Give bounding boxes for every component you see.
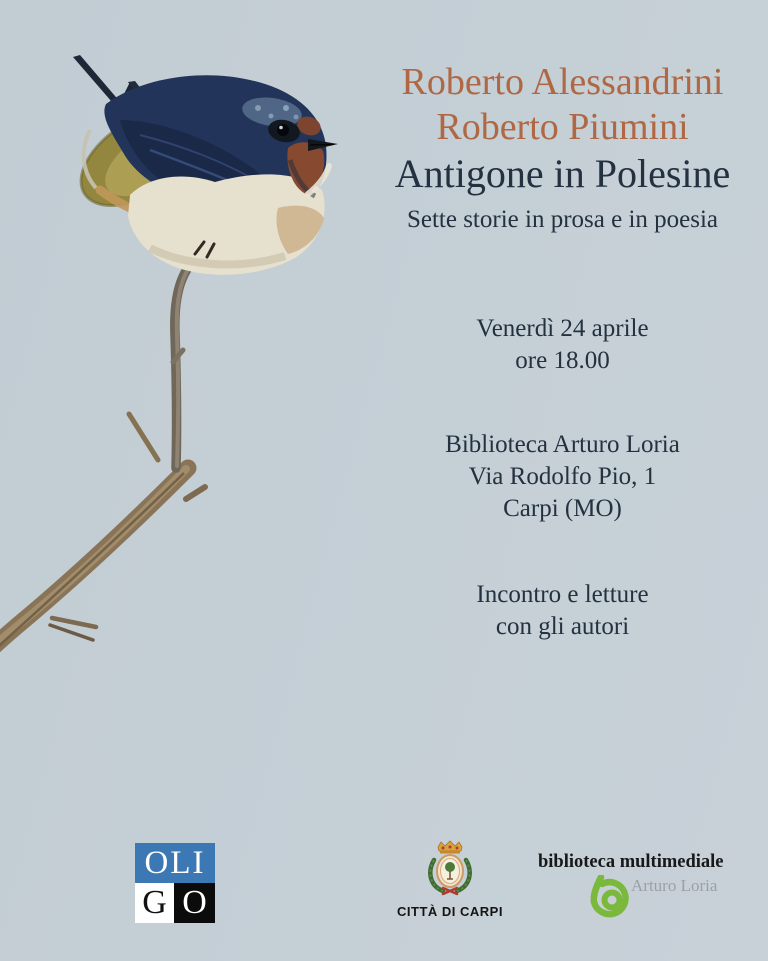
swallow-photo bbox=[0, 0, 360, 700]
citta-di-carpi-logo bbox=[392, 838, 508, 919]
event-description-line1: Incontro e letture bbox=[476, 581, 649, 608]
event-date: Venerdì 24 aprile bbox=[476, 315, 649, 342]
oligo-top-letters: OLI bbox=[135, 843, 215, 883]
date-block bbox=[370, 313, 755, 377]
carpi-crest-icon bbox=[421, 838, 479, 896]
biblioteca-b-icon bbox=[588, 875, 630, 919]
oligo-publisher-logo bbox=[135, 843, 215, 923]
event-time: ore 18.00 bbox=[515, 347, 610, 374]
biblioteca-name: biblioteca multimediale bbox=[538, 852, 724, 872]
event-description-line2: con gli autori bbox=[495, 613, 630, 640]
book-subtitle: Sette storie in prosa e in poesia bbox=[406, 206, 719, 233]
oligo-letter-o: O bbox=[174, 883, 215, 923]
description-block bbox=[370, 579, 755, 643]
author-name-1: Roberto Alessandrini bbox=[401, 61, 724, 103]
oligo-letter-g: G bbox=[135, 883, 174, 923]
venue-name: Biblioteca Arturo Loria bbox=[445, 431, 680, 458]
biblioteca-subname: Arturo Loria bbox=[631, 876, 718, 895]
book-title: Antigone in Polesine bbox=[394, 151, 731, 196]
title-block bbox=[370, 60, 755, 235]
biblioteca-multimediale-logo bbox=[538, 851, 738, 935]
venue-city: Carpi (MO) bbox=[503, 495, 622, 522]
venue-block bbox=[370, 429, 755, 525]
carpi-label: CITTÀ DI CARPI bbox=[397, 904, 503, 919]
venue-address: Via Rodolfo Pio, 1 bbox=[468, 463, 657, 490]
author-name-2: Roberto Piumini bbox=[436, 106, 689, 148]
